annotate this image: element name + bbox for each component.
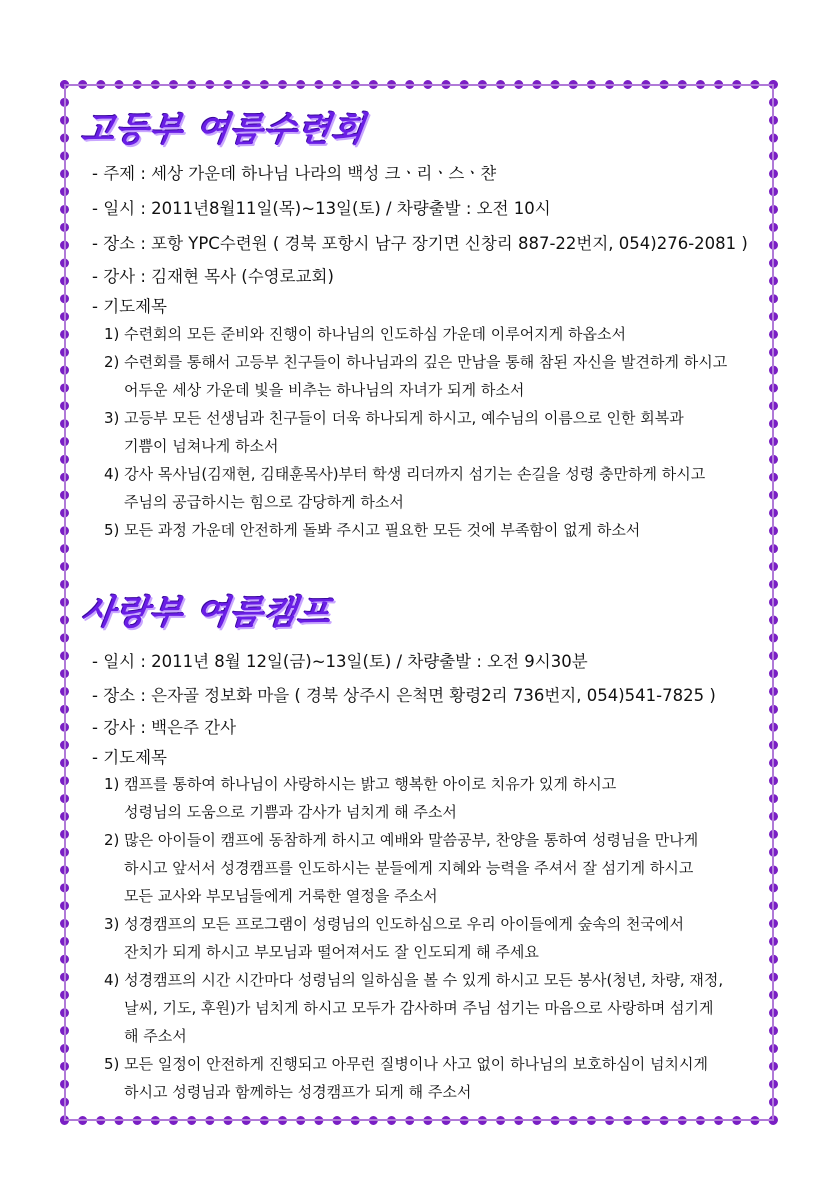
section-title-love: 사랑부 여름캠프: [78, 593, 335, 633]
prayer-item: 4) 강사 목사님(김재현, 김태훈목사)부터 학생 리더까지 섬기는 손길을 성령 충만하게 하시고: [104, 465, 706, 483]
prayer-item-cont: 성령님의 도움으로 기쁨과 감사가 넘치게 해 주소서: [124, 803, 457, 821]
prayer-item: 5) 모든 일정이 안전하게 진행되고 아무런 질병이나 사고 없이 하나님의 보호하심이 넘치시게: [104, 1055, 708, 1073]
prayer-item: 3) 고등부 모든 선생님과 친구들이 더욱 하나되게 하시고, 예수님의 이름으로 인한 회복과: [104, 409, 684, 427]
section-title-highschool: 고등부 여름수련회: [78, 110, 368, 150]
prayer-item: 2) 많은 아이들이 캠프에 동참하게 하시고 예배와 말씀공부, 찬양을 통하여 성령님을 만나게: [104, 831, 699, 849]
place-line: - 장소 : 포항 YPC수련원 ( 경북 포항시 남구 장기면 신창리 887-22번지, 054)276-2081 ): [92, 234, 748, 253]
prayer-item: 3) 성경캠프의 모든 프로그램이 성령님의 인도하심으로 우리 아이들에게 숲속의 천국에서: [104, 915, 684, 933]
prayer-item-cont: 하시고 성령님과 함께하는 성경캠프가 되게 해 주소서: [124, 1083, 472, 1101]
prayer-item-cont: 기쁨이 넘쳐나게 하소서: [124, 437, 279, 455]
date-line: - 일시 : 2011년8월11일(목)~13일(토) / 차량출발 : 오전 10시: [92, 199, 551, 218]
prayer-item-cont: 해 주소서: [124, 1027, 187, 1045]
prayer-item-cont: 잔치가 되게 하시고 부모님과 떨어져서도 잘 인도되게 해 주세요: [124, 943, 539, 961]
prayer-heading: - 기도제목: [92, 748, 167, 767]
prayer-item-cont: 날씨, 기도, 후원)가 넘치게 하시고 모두가 감사하며 주님 섬기는 마음으로 사랑하며 섬기게: [124, 999, 714, 1017]
place-line: - 장소 : 은자골 정보화 마을 ( 경북 상주시 은척면 황령2리 736번지, 054)541-7825 ): [92, 686, 716, 705]
prayer-item: 4) 성경캠프의 시간 시간마다 성령님의 일하심을 볼 수 있게 하시고 모든 봉사(청년, 차량, 재정,: [104, 971, 724, 989]
prayer-item: 1) 수련회의 모든 준비와 진행이 하나님의 인도하심 가운데 이루어지게 하옵소서: [104, 325, 626, 343]
prayer-item-cont: 주님의 공급하시는 힘으로 감당하게 하소서: [124, 493, 404, 511]
prayer-item: 2) 수련회를 통해서 고등부 친구들이 하나님과의 깊은 만남을 통해 참된 자신을 발견하게 하시고: [104, 353, 728, 371]
speaker-line: - 강사 : 김재현 목사 (수영로교회): [92, 267, 334, 286]
prayer-item: 1) 캠프를 통하여 하나님이 사랑하시는 밝고 행복한 아이로 치유가 있게 하시고: [104, 775, 617, 793]
prayer-item-cont: 어두운 세상 가운데 빛을 비추는 하나님의 자녀가 되게 하소서: [124, 381, 525, 399]
date-line: - 일시 : 2011년 8월 12일(금)~13일(토) / 차량출발 : 오전 9시30분: [92, 652, 588, 671]
prayer-item-cont: 모든 교사와 부모님들에게 거룩한 열정을 주소서: [124, 887, 438, 905]
speaker-line: - 강사 : 백은주 간사: [92, 718, 237, 737]
prayer-heading: - 기도제목: [92, 297, 167, 316]
topic-line: - 주제 : 세상 가운데 하나님 나라의 백성 크ㆍ리ㆍ스ㆍ챤: [92, 164, 497, 183]
prayer-item-cont: 하시고 앞서서 성경캠프를 인도하시는 분들에게 지혜와 능력을 주셔서 잘 섬기게 하시고: [124, 859, 694, 877]
prayer-item: 5) 모든 과정 가운데 안전하게 돌봐 주시고 필요한 모든 것에 부족함이 없게 하소서: [104, 521, 641, 539]
